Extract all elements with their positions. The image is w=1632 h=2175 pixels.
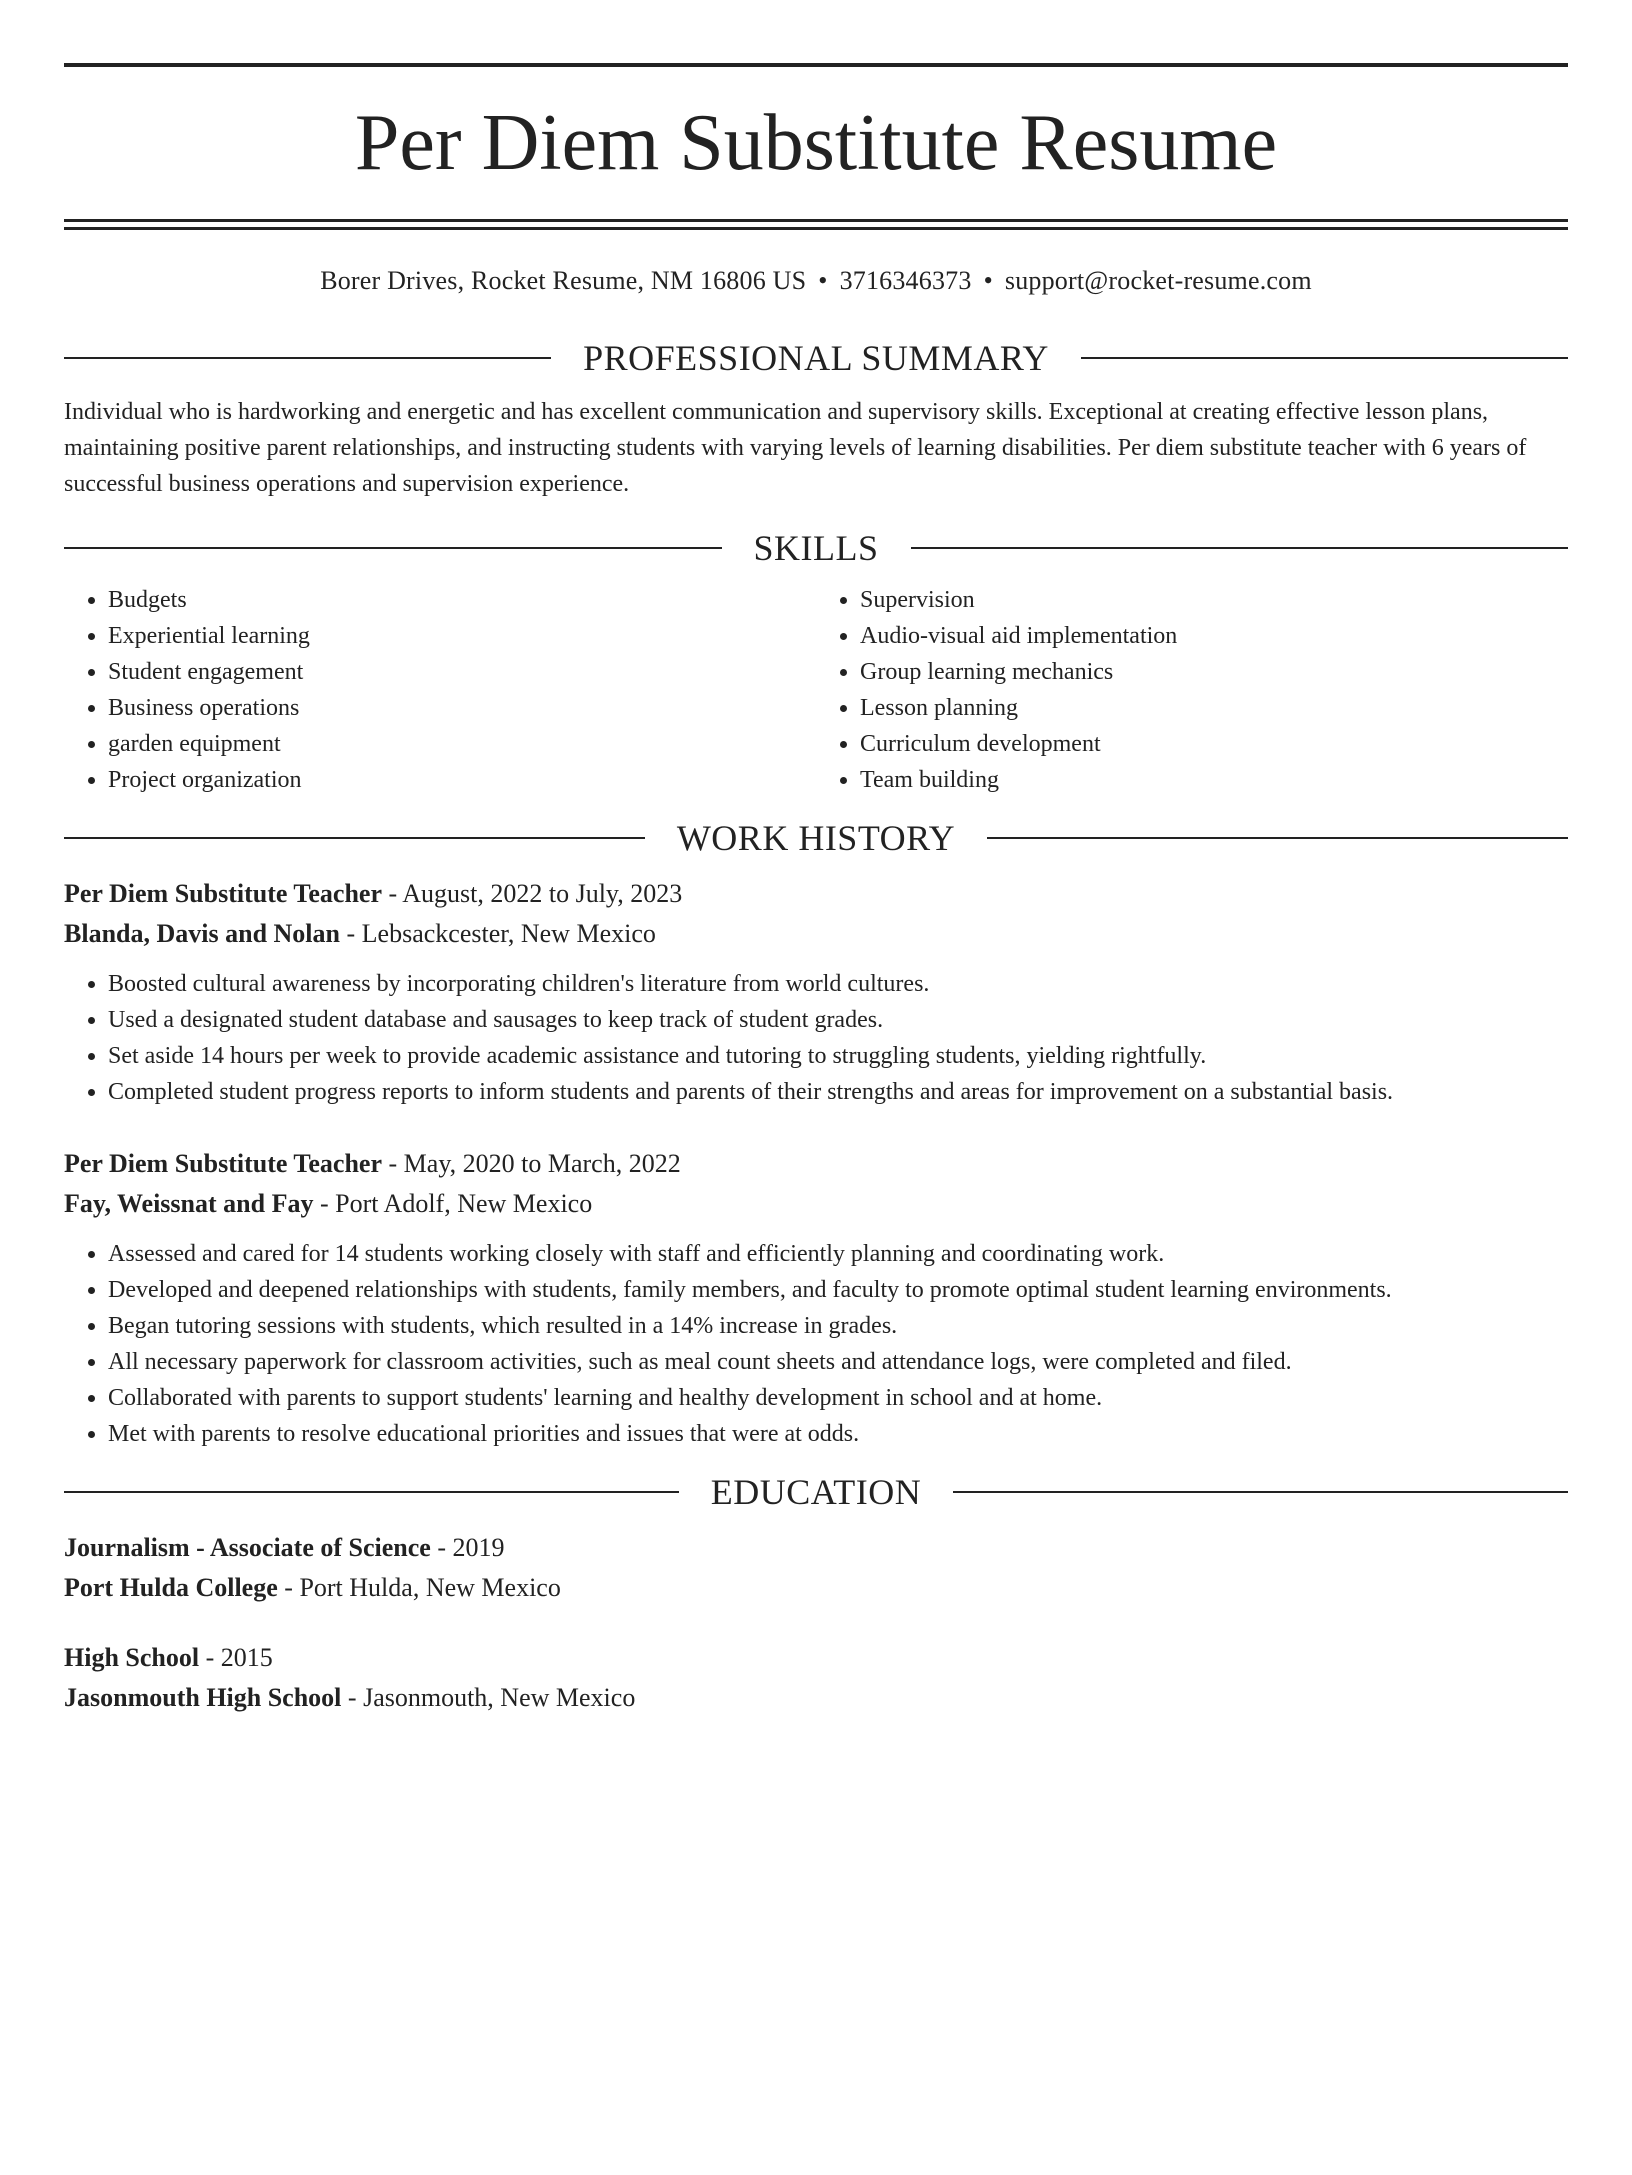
school-line: Port Hulda College - Port Hulda, New Mexico — [64, 1573, 561, 1602]
skill-item: • Budgets — [108, 582, 816, 618]
job-title: Per Diem Substitute Teacher — [64, 879, 382, 908]
title-double-rule — [64, 219, 1568, 230]
degree: Journalism - Associate of Science — [64, 1533, 431, 1562]
heading-rule — [64, 1491, 679, 1493]
contact-phone: 3716346373 — [839, 266, 972, 295]
contact-separator: • — [818, 266, 828, 295]
school-location: Port Hulda, New Mexico — [299, 1573, 561, 1602]
skill-item: • Experiential learning — [108, 618, 816, 654]
job-bullet: • Used a designated student database and sausages to keep track of student grades. — [108, 1002, 1568, 1038]
skill-item: • Project organization — [108, 762, 816, 798]
heading-rule — [64, 357, 551, 359]
job-bullet: • All necessary paperwork for classroom activities, such as meal count sheets and attendance logs, were completed and filed. — [108, 1344, 1568, 1380]
contact-address: Borer Drives, Rocket Resume, NM 16806 US — [320, 266, 807, 295]
job-bullets — [64, 966, 1568, 1110]
skill-item: • Student engagement — [108, 654, 816, 690]
contact-separator: • — [983, 266, 993, 295]
school-name: Port Hulda College — [64, 1573, 278, 1602]
job-bullet: • Met with parents to resolve educational priorities and issues that were at odds. — [108, 1416, 1568, 1452]
job-dates: May, 2020 to March, 2022 — [403, 1149, 681, 1178]
school-location: Jasonmouth, New Mexico — [363, 1683, 636, 1712]
contact-line — [64, 264, 1568, 298]
job-entry — [64, 1144, 1568, 1452]
skill-item: • Group learning mechanics — [860, 654, 1568, 690]
skill-item: • Lesson planning — [860, 690, 1568, 726]
job-company: Fay, Weissnat and Fay — [64, 1189, 314, 1218]
heading-rule — [911, 547, 1569, 549]
job-bullet: • Began tutoring sessions with students, which resulted in a 14% increase in grades. — [108, 1308, 1568, 1344]
contact-email: support@rocket-resume.com — [1004, 266, 1312, 295]
job-title-line: Per Diem Substitute Teacher - May, 2020 to March, 2022 — [64, 1149, 681, 1178]
degree-line: Journalism - Associate of Science - 2019 — [64, 1533, 505, 1562]
education-heading-label: EDUCATION — [710, 1472, 922, 1512]
skills-heading — [64, 526, 1568, 570]
skills-list — [64, 582, 1568, 798]
job-title-line: Per Diem Substitute Teacher - August, 2022 to July, 2023 — [64, 879, 683, 908]
job-bullet: • Collaborated with parents to support students' learning and healthy development in school and at home. — [108, 1380, 1568, 1416]
skill-item: • Team building — [860, 762, 1568, 798]
page-title: Per Diem Substitute Resume — [354, 99, 1278, 187]
summary-heading-label: PROFESSIONAL SUMMARY — [583, 338, 1049, 378]
summary-heading — [64, 336, 1568, 380]
work-heading-label: WORK HISTORY — [676, 818, 956, 858]
job-location: Port Adolf, New Mexico — [335, 1189, 593, 1218]
skills-heading-label: SKILLS — [753, 528, 879, 568]
school-line: Jasonmouth High School - Jasonmouth, New Mexico — [64, 1683, 636, 1712]
skills-column-left — [64, 582, 816, 798]
job-company-line: Fay, Weissnat and Fay - Port Adolf, New Mexico — [64, 1189, 593, 1218]
graduation-year: 2019 — [452, 1533, 505, 1562]
heading-rule — [953, 1491, 1568, 1493]
heading-rule — [987, 837, 1568, 839]
job-bullet: • Developed and deepened relationships with students, family members, and faculty to promote optimal student learning environments. — [108, 1272, 1568, 1308]
education-entry — [64, 1638, 1568, 1718]
job-title: Per Diem Substitute Teacher — [64, 1149, 382, 1178]
job-dates: August, 2022 to July, 2023 — [402, 879, 683, 908]
skill-item: • Business operations — [108, 690, 816, 726]
education-entry — [64, 1528, 1568, 1608]
skill-item: • garden equipment — [108, 726, 816, 762]
skills-column-right — [816, 582, 1568, 798]
work-heading — [64, 816, 1568, 860]
job-bullets — [64, 1236, 1568, 1452]
job-bullet: • Set aside 14 hours per week to provide academic assistance and tutoring to struggling students, yielding rightfully. — [108, 1038, 1568, 1074]
graduation-year: 2015 — [220, 1643, 273, 1672]
skill-item: • Curriculum development — [860, 726, 1568, 762]
heading-rule — [64, 837, 645, 839]
job-bullet: • Assessed and cared for 14 students working closely with staff and efficiently planning and coordinating work. — [108, 1236, 1568, 1272]
resume-page — [0, 63, 1632, 2175]
job-company-line: Blanda, Davis and Nolan - Lebsackcester, New Mexico — [64, 919, 656, 948]
degree: High School — [64, 1643, 200, 1672]
skill-item: • Audio-visual aid implementation — [860, 618, 1568, 654]
job-entry — [64, 874, 1568, 1110]
job-bullet: • Boosted cultural awareness by incorporating children's literature from world cultures. — [108, 966, 1568, 1002]
job-bullet: • Completed student progress reports to inform students and parents of their strengths and areas for improvement on a substantial basis. — [108, 1074, 1568, 1110]
school-name: Jasonmouth High School — [64, 1683, 342, 1712]
summary-text: Individual who is hardworking and energetic and has excellent communication and supervisory skills. Exceptional at creating effective lesson plans, maintaining positive parent relationships, and instructing students with varying levels of learning disabilities. Per diem substitute teacher with 6 years of successful business operations and supervision experience. — [64, 399, 1527, 497]
job-company: Blanda, Davis and Nolan — [64, 919, 340, 948]
job-location: Lebsackcester, New Mexico — [361, 919, 656, 948]
skill-item: • Supervision — [860, 582, 1568, 618]
heading-rule — [1081, 357, 1568, 359]
heading-rule — [64, 547, 722, 549]
education-heading — [64, 1470, 1568, 1514]
degree-line: High School - 2015 — [64, 1643, 273, 1672]
